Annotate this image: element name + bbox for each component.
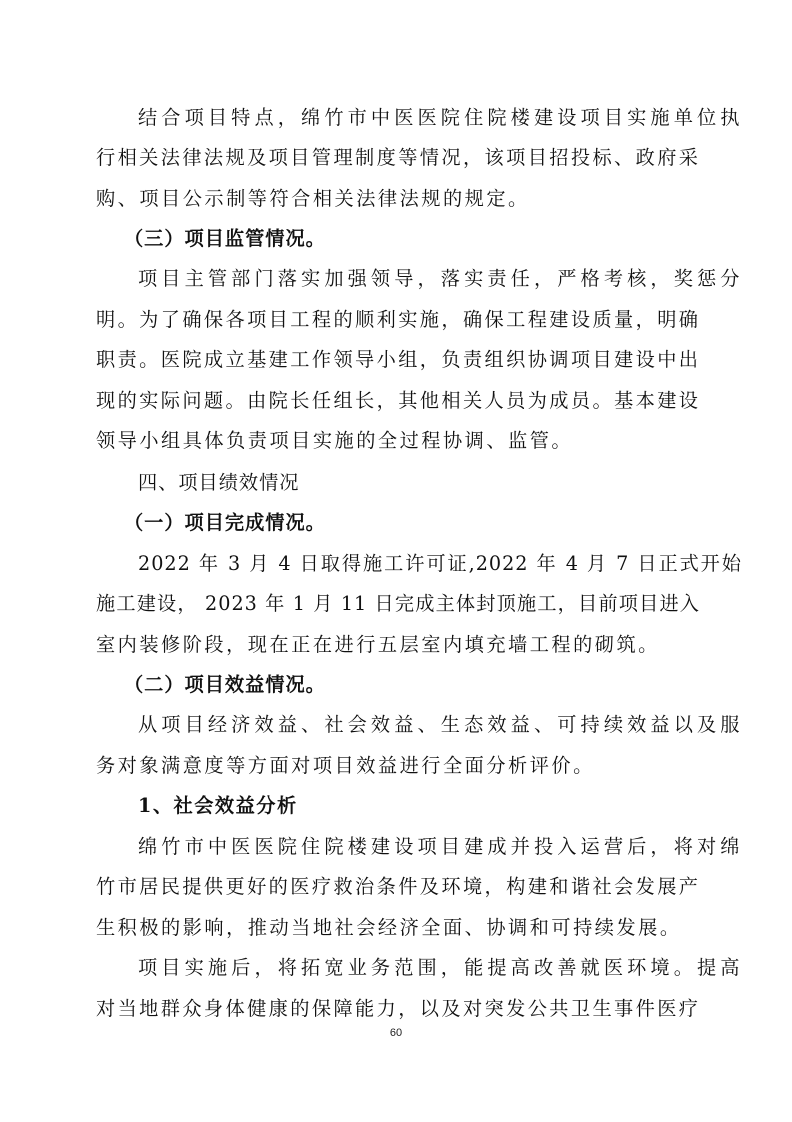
paragraph-line: 职责。医院成立基建工作领导小组，负责组织协调项目建设中出 <box>96 348 700 371</box>
paragraph-line: 明。为了确保各项目工程的顺利实施，确保工程建设质量，明确 <box>96 308 700 331</box>
paragraph-line: 购、项目公示制等符合相关法律法规的规定。 <box>96 187 530 210</box>
paragraph-line: 绵竹市中医医院住院楼建设项目建成并投入运营后，将对绵 <box>138 835 742 858</box>
paragraph-line: 行相关法律法规及项目管理制度等情况，该项目招投标、政府采 <box>96 146 700 169</box>
chapter-heading-performance: 四、项目绩效情况 <box>138 471 300 494</box>
paragraph-line: 结合项目特点，绵竹市中医医院住院楼建设项目实施单位执 <box>138 106 742 129</box>
section-heading-benefit: （二）项目效益情况。 <box>124 673 326 696</box>
paragraph-line: 对当地群众身体健康的保障能力，以及对突发公共卫生事件医疗 <box>96 997 700 1020</box>
paragraph-line: 领导小组具体负责项目实施的全过程协调、监管。 <box>96 429 574 452</box>
paragraph-line: 项目实施后，将拓宽业务范围，能提高改善就医环境。提高 <box>138 956 742 979</box>
paragraph-line: 项目主管部门落实加强领导，落实责任，严格考核，奖惩分 <box>138 267 742 290</box>
paragraph-line: 现的实际问题。由院长任组长，其他相关人员为成员。基本建设 <box>96 389 700 412</box>
paragraph-line: 竹市居民提供更好的医疗救治条件及环境，构建和谐社会发展产 <box>96 875 700 898</box>
paragraph-line: 从项目经济效益、社会效益、生态效益、可持续效益以及服 <box>138 713 742 736</box>
paragraph-line: 务对象满意度等方面对项目效益进行全面分析评价。 <box>96 754 595 777</box>
section-heading-completion: （一）项目完成情况。 <box>124 511 326 534</box>
paragraph-line: 施工建设， 2023 年 1 月 11 日完成主体封顶施工，目前项目进入 <box>96 592 700 615</box>
section-heading-supervision: （三）项目监管情况。 <box>124 227 326 250</box>
subsection-heading-social: 1、社会效益分析 <box>138 794 298 817</box>
paragraph-line: 生积极的影响，推动当地社会经济全面、协调和可持续发展。 <box>96 916 682 939</box>
page-number: 60 <box>389 1027 403 1039</box>
paragraph-line: 室内装修阶段，现在正在进行五层室内填充墙工程的砌筑。 <box>96 633 660 656</box>
paragraph-line: 2022 年 3 月 4 日取得施工许可证,2022 年 4 月 7 日正式开始 <box>138 552 742 575</box>
